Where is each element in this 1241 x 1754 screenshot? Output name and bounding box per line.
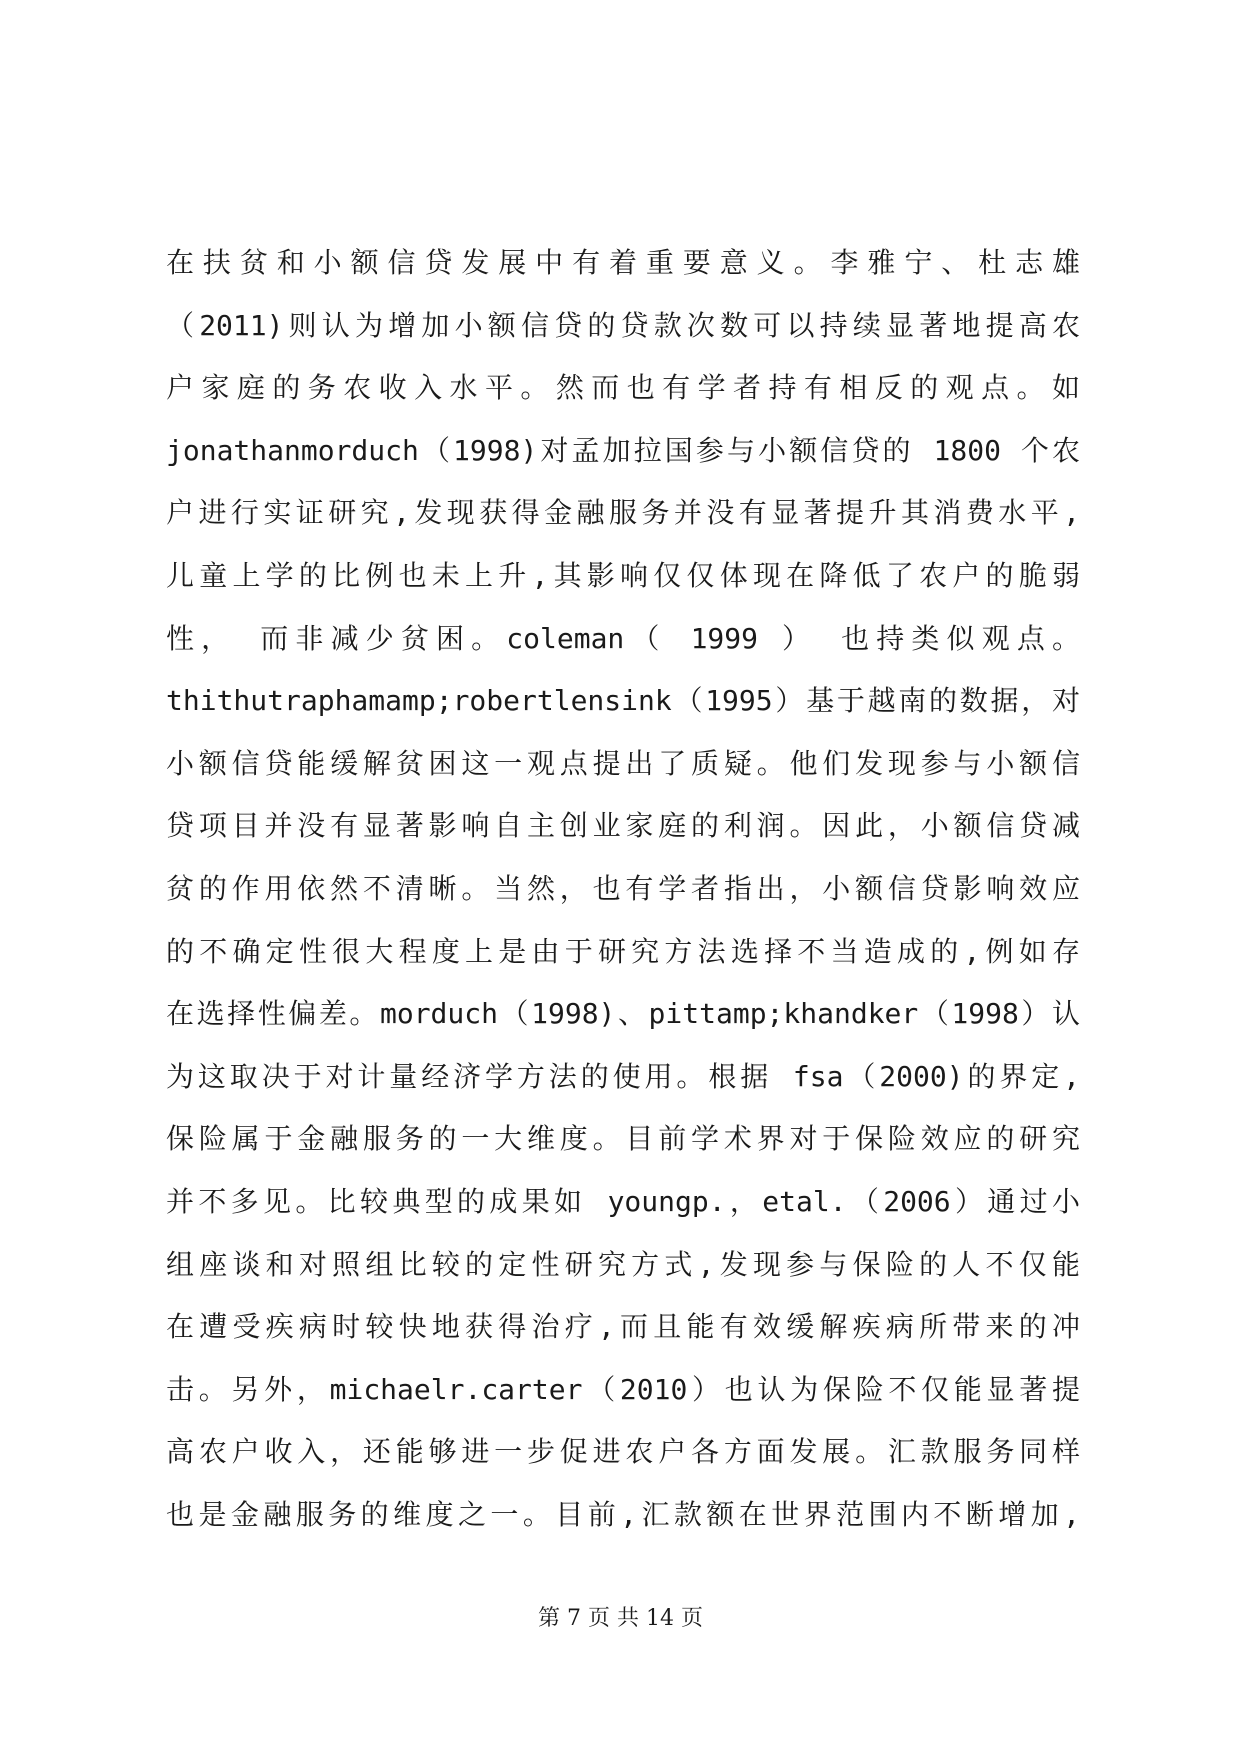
- text-line: thithutraphamamp;robertlensink（1995）基于越南的数据，对: [166, 684, 1080, 718]
- text-line: 高农户收入，还能够进一步促进农户各方面发展。汇款服务同样: [166, 1435, 1080, 1469]
- text-line: （2011)则认为增加小额信贷的贷款次数可以持续显著地提高农: [166, 308, 1080, 342]
- text-line: 贷项目并没有显著影响自主创业家庭的利润。因此，小额信贷减: [166, 809, 1080, 843]
- text-line: 的不确定性很大程度上是由于研究方法选择不当造成的,例如存: [166, 934, 1080, 968]
- text-line: 并不多见。比较典型的成果如 youngp.，etal.（2006）通过小: [166, 1184, 1080, 1218]
- text-line: 在扶贫和小额信贷发展中有着重要意义。李雅宁、杜志雄: [166, 246, 1080, 279]
- page-footer: [0, 1604, 1241, 1634]
- text-line: jonathanmorduch（1998)对孟加拉国参与小额信贷的 1800 个农: [166, 433, 1080, 467]
- text-line: 为这取决于对计量经济学方法的使用。根据 fsa（2000)的界定,: [166, 1059, 1080, 1093]
- text-line: 也是金融服务的维度之一。目前,汇款额在世界范围内不断增加,: [166, 1497, 1080, 1531]
- text-line: 贫的作用依然不清晰。当然，也有学者指出，小额信贷影响效应: [166, 871, 1080, 905]
- text-line: 在选择性偏差。morduch（1998)、pittamp;khandker（1998）认: [166, 997, 1080, 1031]
- text-line: 儿童上学的比例也未上升,其影响仅仅体现在降低了农户的脆弱: [166, 558, 1080, 592]
- page-number-label: 第 7 页 共 14 页: [538, 1606, 703, 1631]
- text-line: 击。另外，michaelr.carter（2010）也认为保险不仅能显著提: [166, 1372, 1080, 1406]
- text-line: 户家庭的务农收入水平。然而也有学者持有相反的观点。如: [166, 371, 1080, 405]
- text-line: 小额信贷能缓解贫困这一观点提出了质疑。他们发现参与小额信: [166, 746, 1080, 780]
- text-line: 在遭受疾病时较快地获得治疗,而且能有效缓解疾病所带来的冲: [166, 1310, 1080, 1344]
- text-line: 户进行实证研究,发现获得金融服务并没有显著提升其消费水平,: [166, 496, 1080, 530]
- text-line: 性， 而非减少贫困。coleman（ 1999 ） 也持类似观点。: [166, 621, 1080, 655]
- text-line: 组座谈和对照组比较的定性研究方式,发现参与保险的人不仅能: [166, 1247, 1080, 1281]
- body-text: [166, 232, 1080, 1546]
- text-line: 保险属于金融服务的一大维度。目前学术界对于保险效应的研究: [166, 1122, 1080, 1156]
